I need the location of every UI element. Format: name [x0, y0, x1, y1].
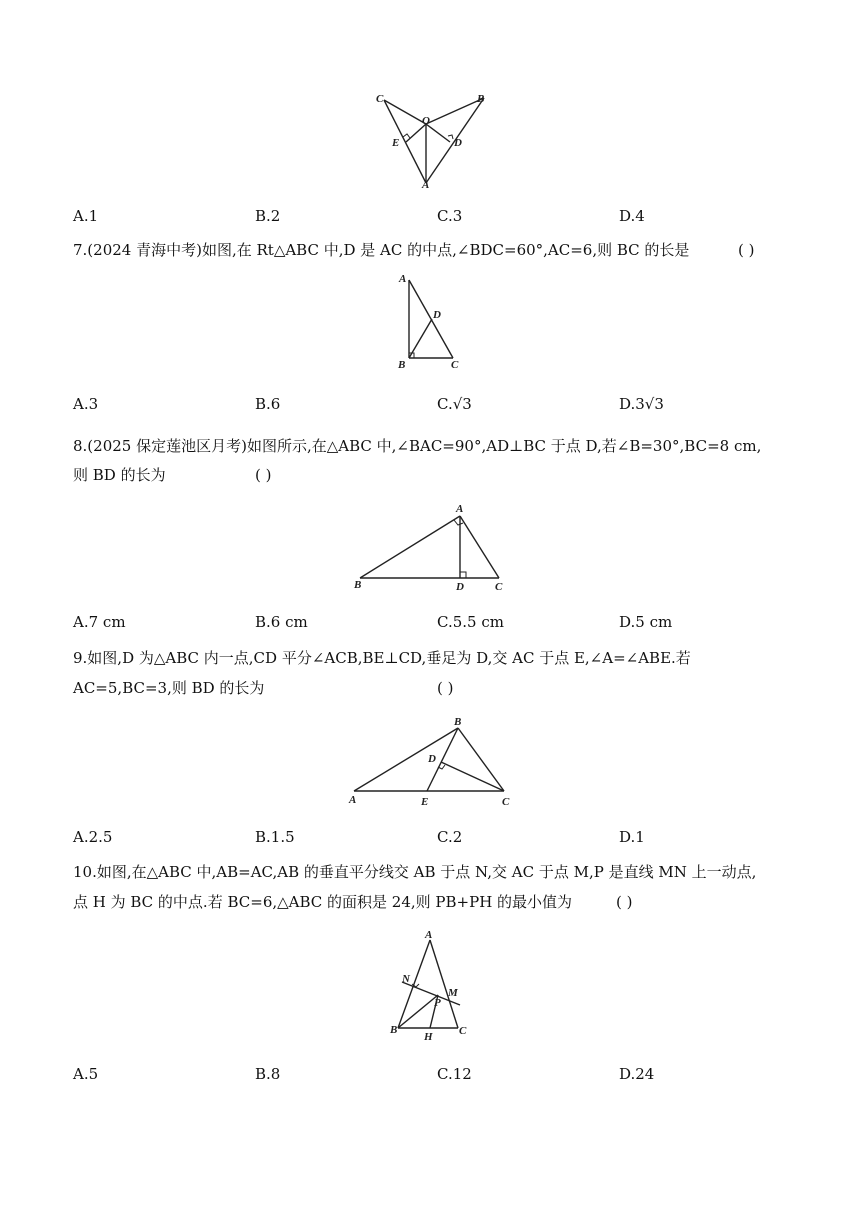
q6-label-b: B: [477, 93, 485, 105]
q9-question-line2: AC=5,BC=3,则 BD 的长为: [73, 679, 265, 697]
q9-option-b[interactable]: B.1.5: [255, 828, 295, 846]
q8-label-a: A: [456, 503, 464, 515]
q6-label-d: D: [454, 137, 462, 149]
q9-question-line1: 9.如图,D 为△ABC 内一点,CD 平分∠ACB,BE⊥CD,垂足为 D,交 AC 于点 E,∠A=∠ABE.若: [73, 649, 691, 667]
q7-option-b[interactable]: B.6: [255, 395, 281, 413]
q10-answer-paren: ( ): [616, 893, 633, 911]
q6-label-e: E: [392, 137, 400, 149]
q6-figure: [370, 88, 500, 193]
q10-option-a[interactable]: A.5: [73, 1065, 99, 1083]
q9-option-c[interactable]: C.2: [437, 828, 463, 846]
q8-option-c[interactable]: C.5.5 cm: [437, 613, 504, 631]
q10-option-b[interactable]: B.8: [255, 1065, 281, 1083]
q9-option-d[interactable]: D.1: [619, 828, 645, 846]
q7-figure: [395, 270, 475, 375]
q8-option-d[interactable]: D.5 cm: [619, 613, 673, 631]
q7-option-a[interactable]: A.3: [73, 395, 99, 413]
q8-label-c: C: [495, 581, 503, 593]
q9-answer-paren: ( ): [437, 679, 454, 697]
q9-label-b: B: [454, 716, 462, 728]
q8-option-b[interactable]: B.6 cm: [255, 613, 308, 631]
q9-option-a[interactable]: A.2.5: [73, 828, 113, 846]
q9-figure: [342, 712, 522, 808]
q10-label-m: M: [448, 987, 458, 999]
q9-label-d: D: [428, 753, 436, 765]
q9-label-e: E: [421, 796, 429, 808]
q10-label-h: H: [424, 1031, 433, 1043]
q7-option-d[interactable]: D.3√3: [619, 395, 664, 413]
q10-figure: [388, 926, 478, 1046]
q10-option-d[interactable]: D.24: [619, 1065, 655, 1083]
q6-option-c[interactable]: C.3: [437, 207, 463, 225]
q6-option-d[interactable]: D.4: [619, 207, 645, 225]
q9-label-a: A: [349, 794, 357, 806]
q8-label-d: D: [456, 581, 464, 593]
q8-question-line1: 8.(2025 保定莲池区月考)如图所示,在△ABC 中,∠BAC=90°,AD⊥BC 于点 D,若∠B=30°,BC=8 cm,: [73, 437, 762, 455]
q8-question-line2: 则 BD 的长为: [73, 466, 166, 484]
q7-label-c: C: [451, 359, 459, 371]
q10-option-c[interactable]: C.12: [437, 1065, 472, 1083]
q7-label-b: B: [398, 359, 406, 371]
q10-label-b: B: [390, 1024, 398, 1036]
q6-option-b[interactable]: B.2: [255, 207, 281, 225]
q6-label-a: A: [422, 179, 430, 191]
q10-label-p: P: [434, 997, 441, 1009]
q6-label-c: C: [376, 93, 384, 105]
q7-label-a: A: [399, 273, 407, 285]
q8-option-a[interactable]: A.7 cm: [73, 613, 126, 631]
q7-answer-paren: ( ): [738, 241, 755, 259]
q10-label-c: C: [459, 1025, 467, 1037]
q7-option-c[interactable]: C.√3: [437, 395, 472, 413]
q9-label-c: C: [502, 796, 510, 808]
q10-question-line2: 点 H 为 BC 的中点.若 BC=6,△ABC 的面积是 24,则 PB+PH 的最小值为: [73, 893, 573, 911]
q8-answer-paren: ( ): [255, 466, 272, 484]
q8-label-b: B: [354, 579, 362, 591]
q6-label-o: O: [422, 115, 430, 127]
q7-label-d: D: [433, 309, 441, 321]
q10-label-n: N: [402, 973, 410, 985]
q8-figure: [350, 498, 520, 594]
q10-label-a: A: [425, 929, 433, 941]
q10-question-line1: 10.如图,在△ABC 中,AB=AC,AB 的垂直平分线交 AB 于点 N,交 AC 于点 M,P 是直线 MN 上一动点,: [73, 863, 757, 881]
q7-question-text: 7.(2024 青海中考)如图,在 Rt△ABC 中,D 是 AC 的中点,∠BDC=60°,AC=6,则 BC 的长是: [73, 241, 690, 259]
q6-option-a[interactable]: A.1: [73, 207, 99, 225]
